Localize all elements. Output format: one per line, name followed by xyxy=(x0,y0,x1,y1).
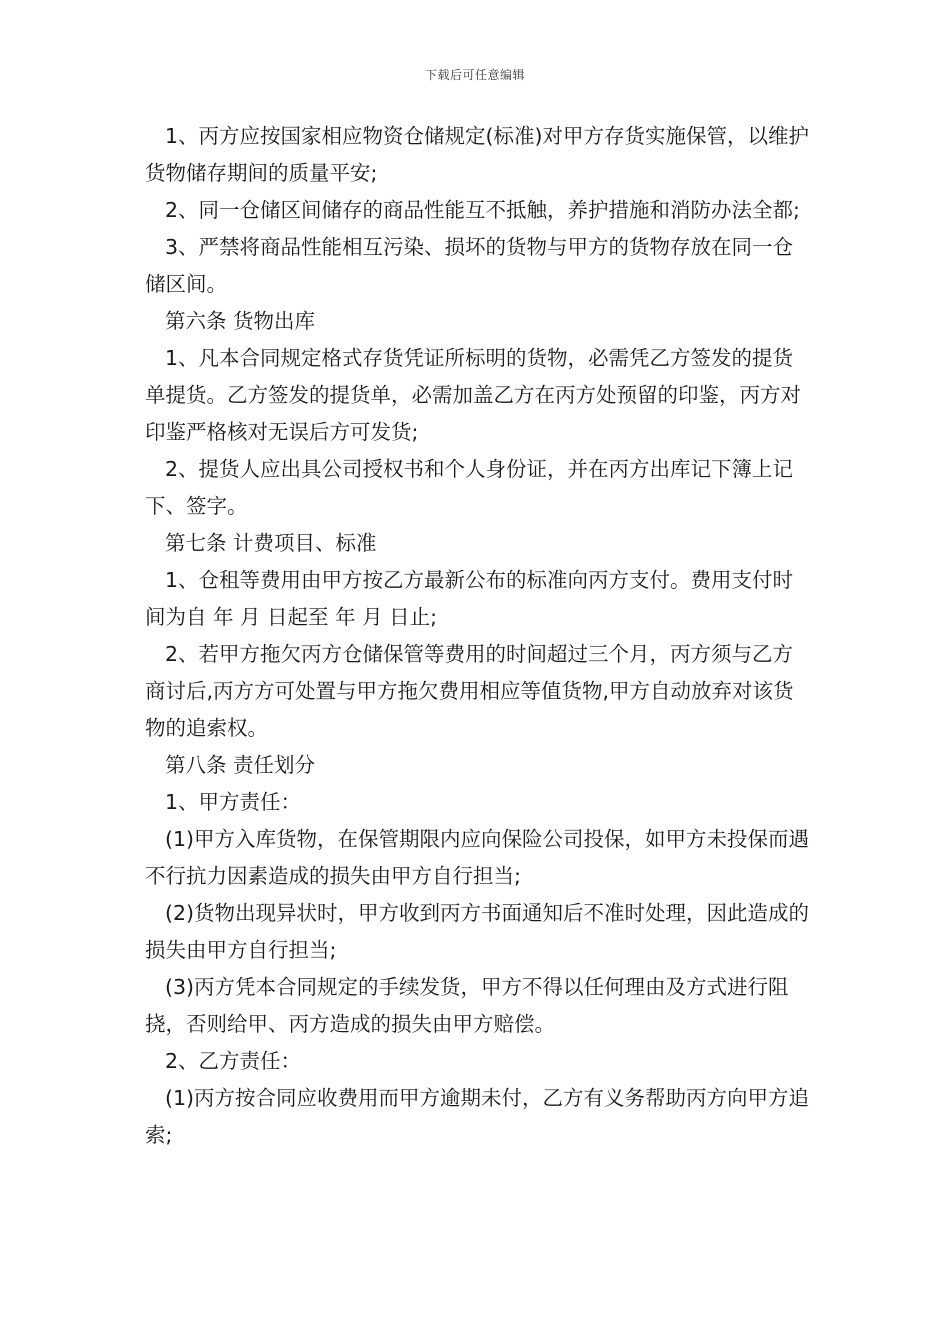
section-heading: 第六条 货物出库 xyxy=(165,309,316,333)
section-heading: 第八条 责任划分 xyxy=(165,753,316,777)
document-body xyxy=(145,118,810,1154)
paragraph: 1、凡本合同规定格式存货凭证所标明的货物，必需凭乙方签发的提货单提货。乙方签发的提货单，必需加盖乙方在丙方处预留的印鉴，丙方对印鉴严格核对无误后方可发货; xyxy=(145,346,801,444)
paragraph: 2、同一仓储区间储存的商品性能互不抵触，养护措施和消防办法全都; xyxy=(165,198,800,222)
paragraph: (1)甲方入库货物，在保管期限内应向保险公司投保，如甲方未投保而遇不行抗力因素造成的损失由甲方自行担当; xyxy=(145,827,810,888)
paragraph: 3、严禁将商品性能相互污染、损坏的货物与甲方的货物存放在同一仓储区间。 xyxy=(145,235,794,296)
paragraph: (2)货物出现异状时，甲方收到丙方书面通知后不准时处理，因此造成的损失由甲方自行担当; xyxy=(145,901,810,962)
section-heading: 第七条 计费项目、标准 xyxy=(165,531,377,555)
paragraph: 2、提货人应出具公司授权书和个人身份证，并在丙方出库记下簿上记下、签字。 xyxy=(145,457,794,518)
paragraph: 1、丙方应按国家相应物资仓储规定(标准)对甲方存货实施保管，以维护货物储存期间的质量平安; xyxy=(145,124,810,185)
paragraph: 2、若甲方拖欠丙方仓储保管等费用的时间超过三个月，丙方须与乙方商讨后,丙方方可处置与甲方拖欠费用相应等值货物,甲方自动放弃对该货物的追索权。 xyxy=(145,642,794,740)
paragraph: (3)丙方凭本合同规定的手续发货，甲方不得以任何理由及方式进行阻挠，否则给甲、丙方造成的损失由甲方赔偿。 xyxy=(145,975,789,1036)
paragraph: 1、仓租等费用由甲方按乙方最新公布的标准向丙方支付。费用支付时间为自 年 月 日起至 年 月 日止; xyxy=(145,568,794,629)
header-note: 下载后可任意编辑 xyxy=(424,68,525,82)
subsection-heading: 2、乙方责任： xyxy=(165,1049,302,1073)
paragraph: (1)丙方按合同应收费用而甲方逾期未付，乙方有义务帮助丙方向甲方追索; xyxy=(145,1086,810,1147)
subsection-heading: 1、甲方责任： xyxy=(165,790,302,814)
